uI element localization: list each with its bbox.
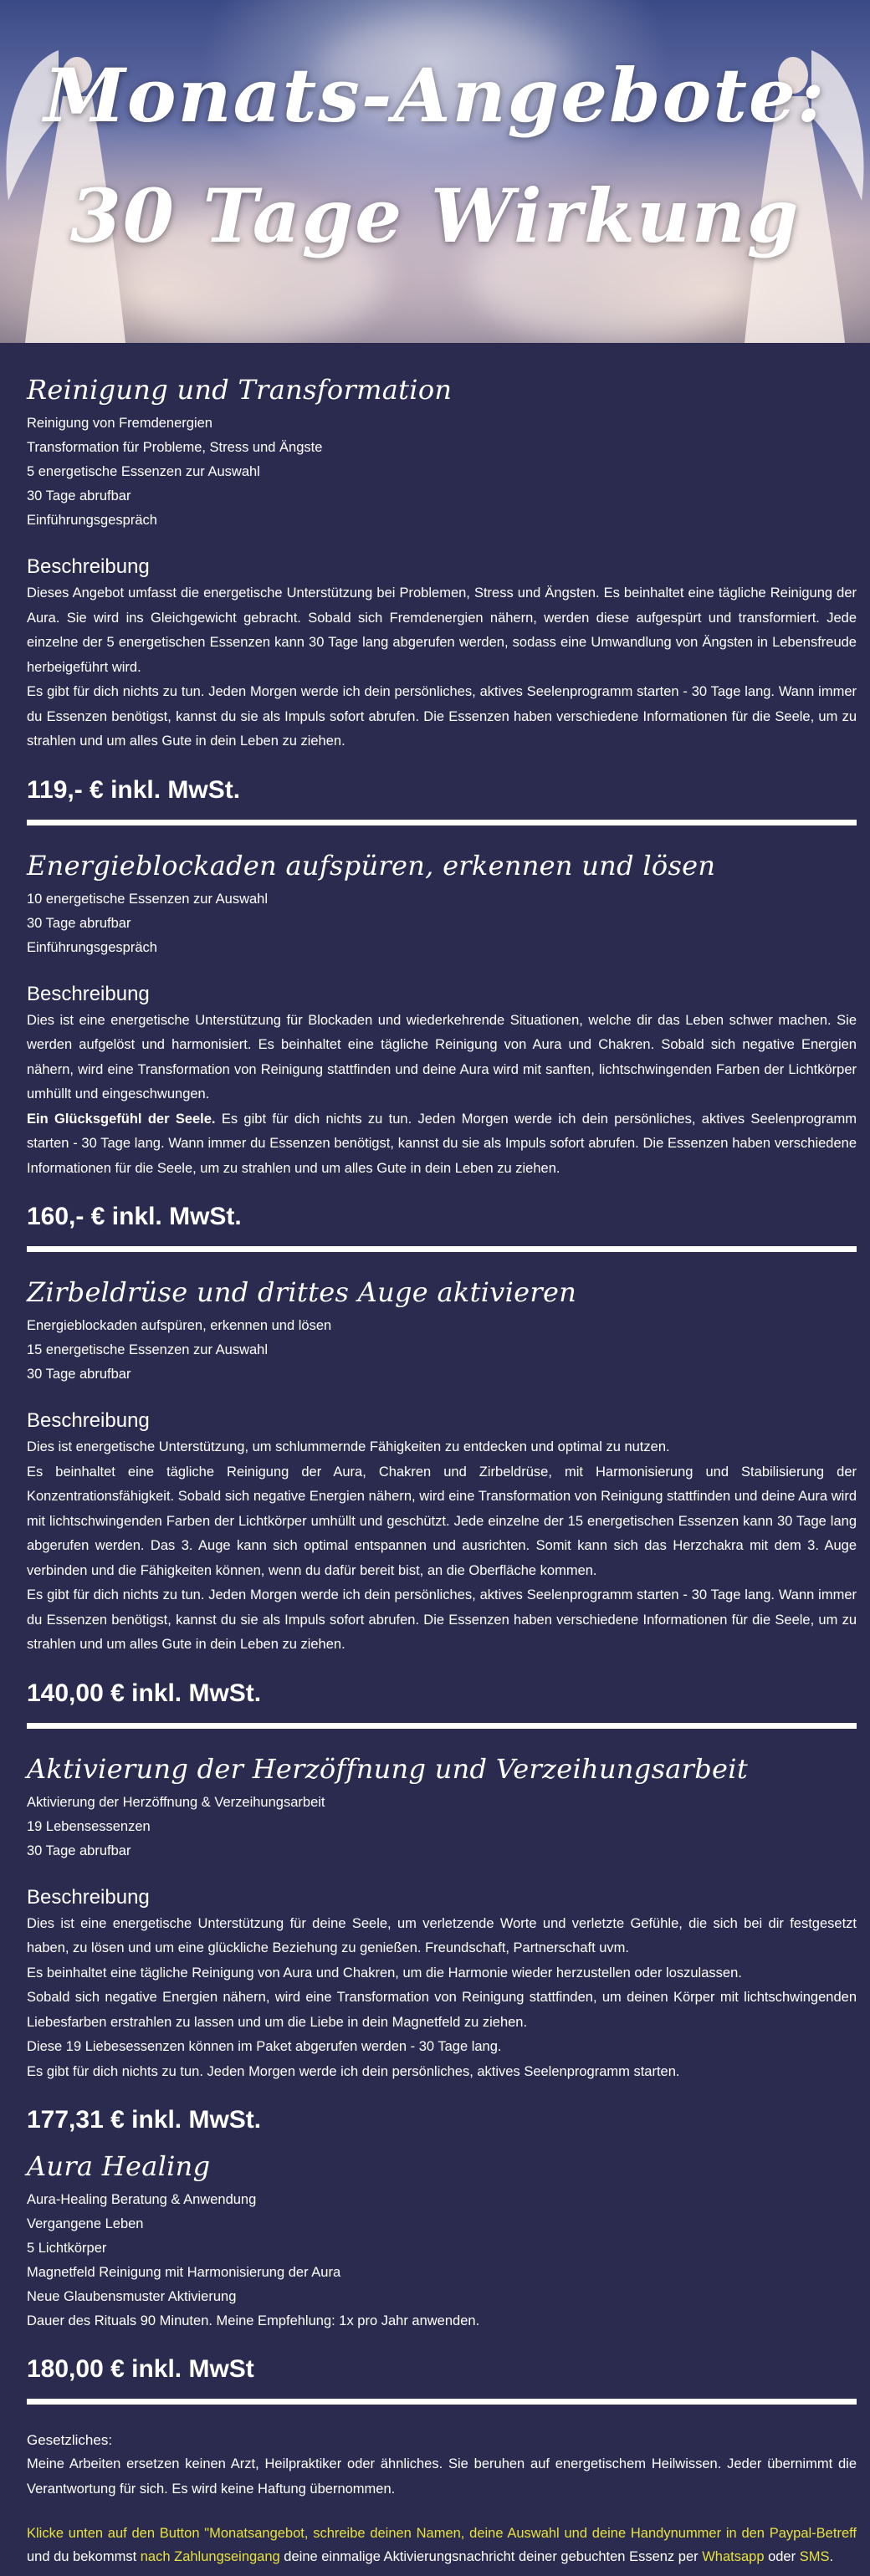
offer-card — [27, 1275, 857, 1729]
instruction-text: . — [829, 2549, 834, 2564]
instruction-text: oder — [764, 2549, 800, 2564]
divider — [27, 820, 857, 825]
emphasis-text: Ein Glücksgefühl der Seele. — [27, 1111, 216, 1127]
feature-item: Dauer des Rituals 90 Minuten. Meine Empfehlung: 1x pro Jahr anwenden. — [27, 2313, 480, 2328]
whatsapp-link[interactable]: Whatsapp — [702, 2549, 765, 2564]
offer-card — [27, 373, 857, 825]
description-paragraph: Sobald sich negative Energien nähern, wird eine Transformation von Reinigung stattfinden, um deinen Körper mit lichtschwingenden Liebesfarben erstrahlen zu lassen und um die Liebe in dein Magnetfeld zu ziehen. — [27, 1990, 857, 2030]
description-paragraph: Es gibt für dich nichts zu tun. Jeden Morgen werde ich dein persönliches, aktives Seelenprogramm starten - 30 Tage lang. Wann immer du Essenzen benötigst, kannst du sie als Impuls sofort abrufen. Die Essenzen haben verschiedene Informationen für die Seele, um zu strahlen und um alles Gute in dein Leben zu ziehen. — [27, 684, 857, 749]
description-paragraph: Es gibt für dich nichts zu tun. Jeden Morgen werde ich dein persönliches, aktives Seelenprogramm starten. — [27, 2063, 680, 2079]
feature-item: Neue Glaubensmuster Aktivierung — [27, 2289, 237, 2304]
description — [27, 1435, 857, 1658]
description-heading: Beschreibung — [27, 1409, 150, 1432]
feature-item: 15 energetische Essenzen zur Auswahl — [27, 1342, 269, 1357]
feature-item: 30 Tage abrufbar — [27, 915, 131, 931]
feature-item: Transformation für Probleme, Stress und Ängste — [27, 440, 323, 455]
description — [27, 581, 857, 754]
description-paragraph: Diese 19 Liebesessenzen können im Paket abgerufen werden - 30 Tage lang. — [27, 2039, 502, 2054]
description — [27, 1912, 857, 2085]
offer-card — [27, 849, 857, 1253]
feature-item: 30 Tage abrufbar — [27, 488, 131, 503]
offers-list — [0, 343, 870, 2568]
description-paragraph: Es gibt für dich nichts zu tun. Jeden Morgen werde ich dein persönliches, aktives Seelenprogramm starten - 30 Tage lang. Wann immer du Essenzen benötigst, kannst du sie als Impuls sofort abrufen. Die Essenzen haben verschiedene Informationen für die Seele, um zu strahlen und um alles Gute in dein Leben zu ziehen. — [27, 1587, 857, 1652]
offer-title: Reinigung und Transformation — [27, 374, 453, 406]
description — [27, 1009, 857, 1182]
legal-notice — [27, 2428, 857, 2502]
feature-item: 5 energetische Essenzen zur Auswahl — [27, 464, 260, 479]
price-label: 177,31 € inkl. MwSt. — [27, 2106, 262, 2134]
sms-link[interactable]: SMS — [799, 2549, 830, 2564]
offer-card — [27, 2149, 857, 2405]
price-label: 180,00 € inkl. MwSt — [27, 2355, 254, 2383]
price-label: 140,00 € inkl. MwSt. — [27, 1679, 262, 1707]
feature-item: Vergangene Leben — [27, 2216, 144, 2231]
hero-banner — [0, 0, 870, 343]
description-text: Es gibt für dich nichts zu tun. Jeden Morgen werde ich dein persönliches, aktives Seelenprogramm starten - 30 Tage lang. Wann immer du Essenzen benötigst, kannst du sie als Impuls sofort abrufen. Die Essenzen haben verschiedene Informationen für die Seele, um zu strahlen und um alles Gute in dein Leben zu ziehen. — [27, 1111, 857, 1176]
divider — [27, 2399, 857, 2405]
page-title-line2: 30 Tage Wirkung — [69, 172, 801, 259]
feature-item: 10 energetische Essenzen zur Auswahl — [27, 891, 269, 907]
price-label: 119,- € inkl. MwSt. — [27, 775, 241, 804]
price-label: 160,- € inkl. MwSt. — [27, 1203, 242, 1230]
booking-instructions — [27, 2522, 857, 2568]
legal-text: Meine Arbeiten ersetzen keinen Arzt, Heilpraktiker oder ähnliches. Sie beruhen auf energetischem Heilwissen. Jeder übernimmt die Verantwortung für sich. Es wird keine Haftung übernommen. — [27, 2456, 857, 2497]
feature-item: Einführungsgespräch — [27, 939, 157, 955]
description-paragraph: Dieses Angebot umfasst die energetische Unterstützung bei Problemen, Stress und Ängsten. Es beinhaltet eine tägliche Reinigung der Aura. Sie wird ins Gleichgewicht gebracht. Sobald sich Fremdenergien nähern, werden diese aufgespürt und transformiert. Jede einzelne der 5 energetischen Essenzen kann 30 Tage lang abgerufen werden, sodass eine Umwandlung von Ängsten in Lebensfreude herbeigeführt wird. — [27, 585, 857, 675]
description-heading: Beschreibung — [27, 982, 150, 1005]
page-title-line1: Monats-Angebote: — [44, 52, 826, 139]
offer-title: Energieblockaden aufspüren, erkennen und lösen — [27, 849, 716, 882]
offer-title: Zirbeldrüse und drittes Auge aktivieren — [27, 1276, 577, 1308]
description-heading: Beschreibung — [27, 555, 150, 578]
offer-title: Aktivierung der Herzöffnung und Verzeihungsarbeit — [27, 1752, 748, 1785]
description-paragraph: Dies ist eine energetische Unterstützung für deine Seele, um verletzende Worte und verletzte Gefühle, die sich bei dir festgesetzt haben, zu lösen und um eine glückliche Beziehung zu genießen. Freundschaft, Partnerschaft uvm. — [27, 1915, 857, 1955]
offer-title: Aura Healing — [27, 2150, 211, 2182]
description-paragraph — [27, 1107, 857, 1182]
instruction-text: deine einmalige Aktivierungsnachricht deiner gebuchten Essenz per — [279, 2549, 703, 2564]
feature-item: Magnetfeld Reinigung mit Harmonisierung der Aura — [27, 2265, 341, 2280]
divider — [27, 1246, 857, 1252]
feature-item: Aktivierung der Herzöffnung & Verzeihungsarbeit — [27, 1794, 325, 1810]
feature-item: Einführungsgespräch — [27, 513, 157, 528]
legal-heading: Gesetzliches: — [27, 2432, 113, 2448]
offer-card — [27, 1752, 857, 2137]
instruction-text: und du bekommst — [27, 2549, 141, 2564]
description-heading: Beschreibung — [27, 1885, 150, 1909]
description-paragraph: Dies ist energetische Unterstützung, um schlummernde Fähigkeiten zu entdecken und optimal zu nutzen. — [27, 1439, 670, 1454]
instruction-highlight: nach Zahlungseingang — [140, 2549, 280, 2564]
description-paragraph: Dies ist eine energetische Unterstützung für Blockaden und wiederkehrende Situationen, welche dir das Leben schwer machen. Sie werden aufgelöst und harmonisiert. Es beinhaltet eine tägliche Reinigung von Aura und Chakren. Sobald sich negative Energien nähern, wird eine Transformation von Reinigung stattfinden und deine Aura wird mit sanften, lichtschwingenden Farben der Lichtkörper umhüllt und eingeschwungen. — [27, 1012, 857, 1101]
feature-item: Energieblockaden aufspüren, erkennen und lösen — [27, 1318, 332, 1333]
feature-item: Aura-Healing Beratung & Anwendung — [27, 2192, 257, 2207]
feature-item: 30 Tage abrufbar — [27, 1367, 131, 1382]
description-paragraph: Es beinhaltet eine tägliche Reinigung der Aura, Chakren und Zirbeldrüse, mit Harmonisierung und Stabilisierung der Konzentrationsfähigkeit. Sobald sich negative Energien nähern, wird eine Transformation von Reinigung stattfinden und deine Aura wird mit lichtschwingenden Farben der Lichtkörper umhüllt und geschützt. Jede einzelne der 15 energetischen Essenzen kann 30 Tage lang abgerufen werden. Das 3. Auge kann sich optimal entspannen und ausrichten. Somit kann sich das Herzchakra mit dem 3. Auge verbinden und die Fähigkeiten können, wenn du dafür bereit bist, an die Oberfläche kommen. — [27, 1464, 857, 1578]
feature-item: 5 Lichtkörper — [27, 2241, 107, 2256]
instruction-highlight: Klicke unten auf den Button "Monatsangebot, schreibe deinen Namen, deine Auswahl und deine Handynummer in den Paypal-Betreff — [27, 2526, 857, 2541]
feature-item: 30 Tage abrufbar — [27, 1843, 131, 1858]
feature-item: 19 Lebensessenzen — [27, 1818, 151, 1834]
feature-item: Reinigung von Fremdenergien — [27, 416, 212, 431]
divider — [27, 1723, 857, 1729]
description-paragraph: Es beinhaltet eine tägliche Reinigung von Aura und Chakren, um die Harmonie wieder herzustellen oder loszulassen. — [27, 1965, 742, 1981]
